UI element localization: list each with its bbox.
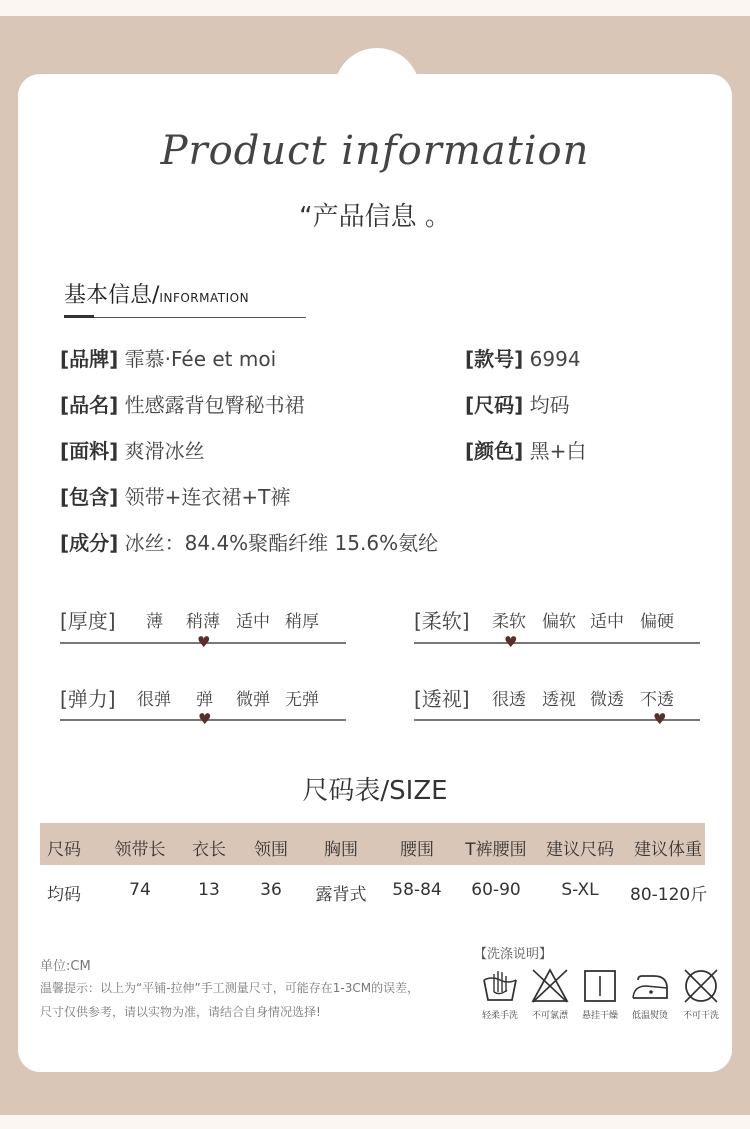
scale-option: 不透 [640,690,674,710]
bottom-band [0,1115,750,1129]
table-header-cell: 领围 [254,840,288,860]
care-title: 【洗涤说明】 [474,947,553,962]
heart-marker-icon: ♥ [198,710,212,728]
divider [64,317,306,318]
divider-accent [64,315,94,318]
scale-thickness-label: [厚度] [60,609,116,633]
table-cell: 均码 [47,885,81,905]
script-title: Product information [160,128,590,174]
scale-option: 弹 [196,690,213,710]
hang-dry-icon [580,966,620,1006]
tip-line-1: 温馨提示：以上为“平铺-拉伸”手工测量尺寸，可能存在1-3CM的误差， [40,981,420,995]
table-cell: S-XL [561,880,599,900]
table-header-cell: 领带长 [114,840,166,860]
low-iron-icon [630,966,670,1006]
care-label: 低温熨烫 [631,1011,668,1021]
top-band [0,0,750,16]
heart-marker-icon: ♥ [653,710,667,728]
table-header-cell: 建议体重 [634,840,702,860]
scale-option: 稍厚 [285,612,319,632]
info-row-color: [颜色] 黑+白 [465,439,587,463]
info-row-style-no: [款号] 6994 [465,347,581,371]
page-heading: “产品信息 。 [299,202,451,232]
table-cell: 60-90 [471,880,521,900]
scale-line [414,642,700,644]
info-row-name: [品名] 性感露背包臀秘书裙 [60,393,305,417]
table-cell: 13 [198,880,220,900]
unit-note: 单位:CM [40,959,91,974]
scale-option: 很透 [492,690,526,710]
scale-softness-label: [柔软] [414,609,470,633]
table-cell: 58-84 [392,880,442,900]
info-row-size: [尺码] 均码 [465,393,570,417]
tip-line-2: 尺寸仅供参考，请以实物为准，请结合自身情况选择! [40,1005,321,1019]
table-cell: 露背式 [315,885,367,905]
care-label: 不可干洗 [682,1011,719,1021]
scale-option: 稍薄 [186,612,220,632]
table-header-cell: T裤腰围 [465,840,527,860]
scale-option: 微透 [590,690,624,710]
heart-marker-icon: ♥ [197,633,211,651]
scale-option: 偏软 [542,612,576,632]
scale-elasticity-label: [弹力] [60,687,116,711]
hand-wash-icon [480,966,520,1006]
table-header-cell: 建议尺码 [546,840,614,860]
size-table-title: 尺码表/SIZE [302,776,448,806]
scale-transparency-label: [透视] [414,687,470,711]
table-cell: 74 [129,880,151,900]
info-row-brand: [品牌] 霏慕·Fée et moi [60,347,277,371]
care-label: 轻柔手洗 [481,1011,518,1021]
scale-option: 透视 [542,690,576,710]
scale-option: 无弹 [285,690,319,710]
scale-option: 偏硬 [640,612,674,632]
scale-option: 适中 [236,612,270,632]
no-dry-clean-icon [681,966,721,1006]
scale-option: 薄 [146,612,163,632]
scale-option: 柔软 [492,612,526,632]
care-label: 悬挂干燥 [581,1011,618,1021]
info-row-composition: [成分] 冰丝：84.4%聚酯纤维 15.6%氨纶 [60,531,439,555]
basic-info-title: 基本信息/INFORMATION [64,283,250,308]
table-header-cell: 尺码 [47,840,81,860]
table-cell: 80-120斤 [630,885,708,905]
scale-option: 很弹 [137,690,171,710]
table-header-cell: 胸围 [324,840,358,860]
table-header-cell: 腰围 [400,840,434,860]
care-label: 不可氯漂 [531,1011,568,1021]
table-header-cell: 衣长 [192,840,226,860]
info-row-includes: [包含] 领带+连衣裙+T裤 [60,485,291,509]
no-bleach-icon [530,966,570,1006]
scale-option: 适中 [590,612,624,632]
info-row-fabric: [面料] 爽滑冰丝 [60,439,205,463]
scale-option: 微弹 [236,690,270,710]
heart-marker-icon: ♥ [504,633,518,651]
table-cell: 36 [260,880,282,900]
